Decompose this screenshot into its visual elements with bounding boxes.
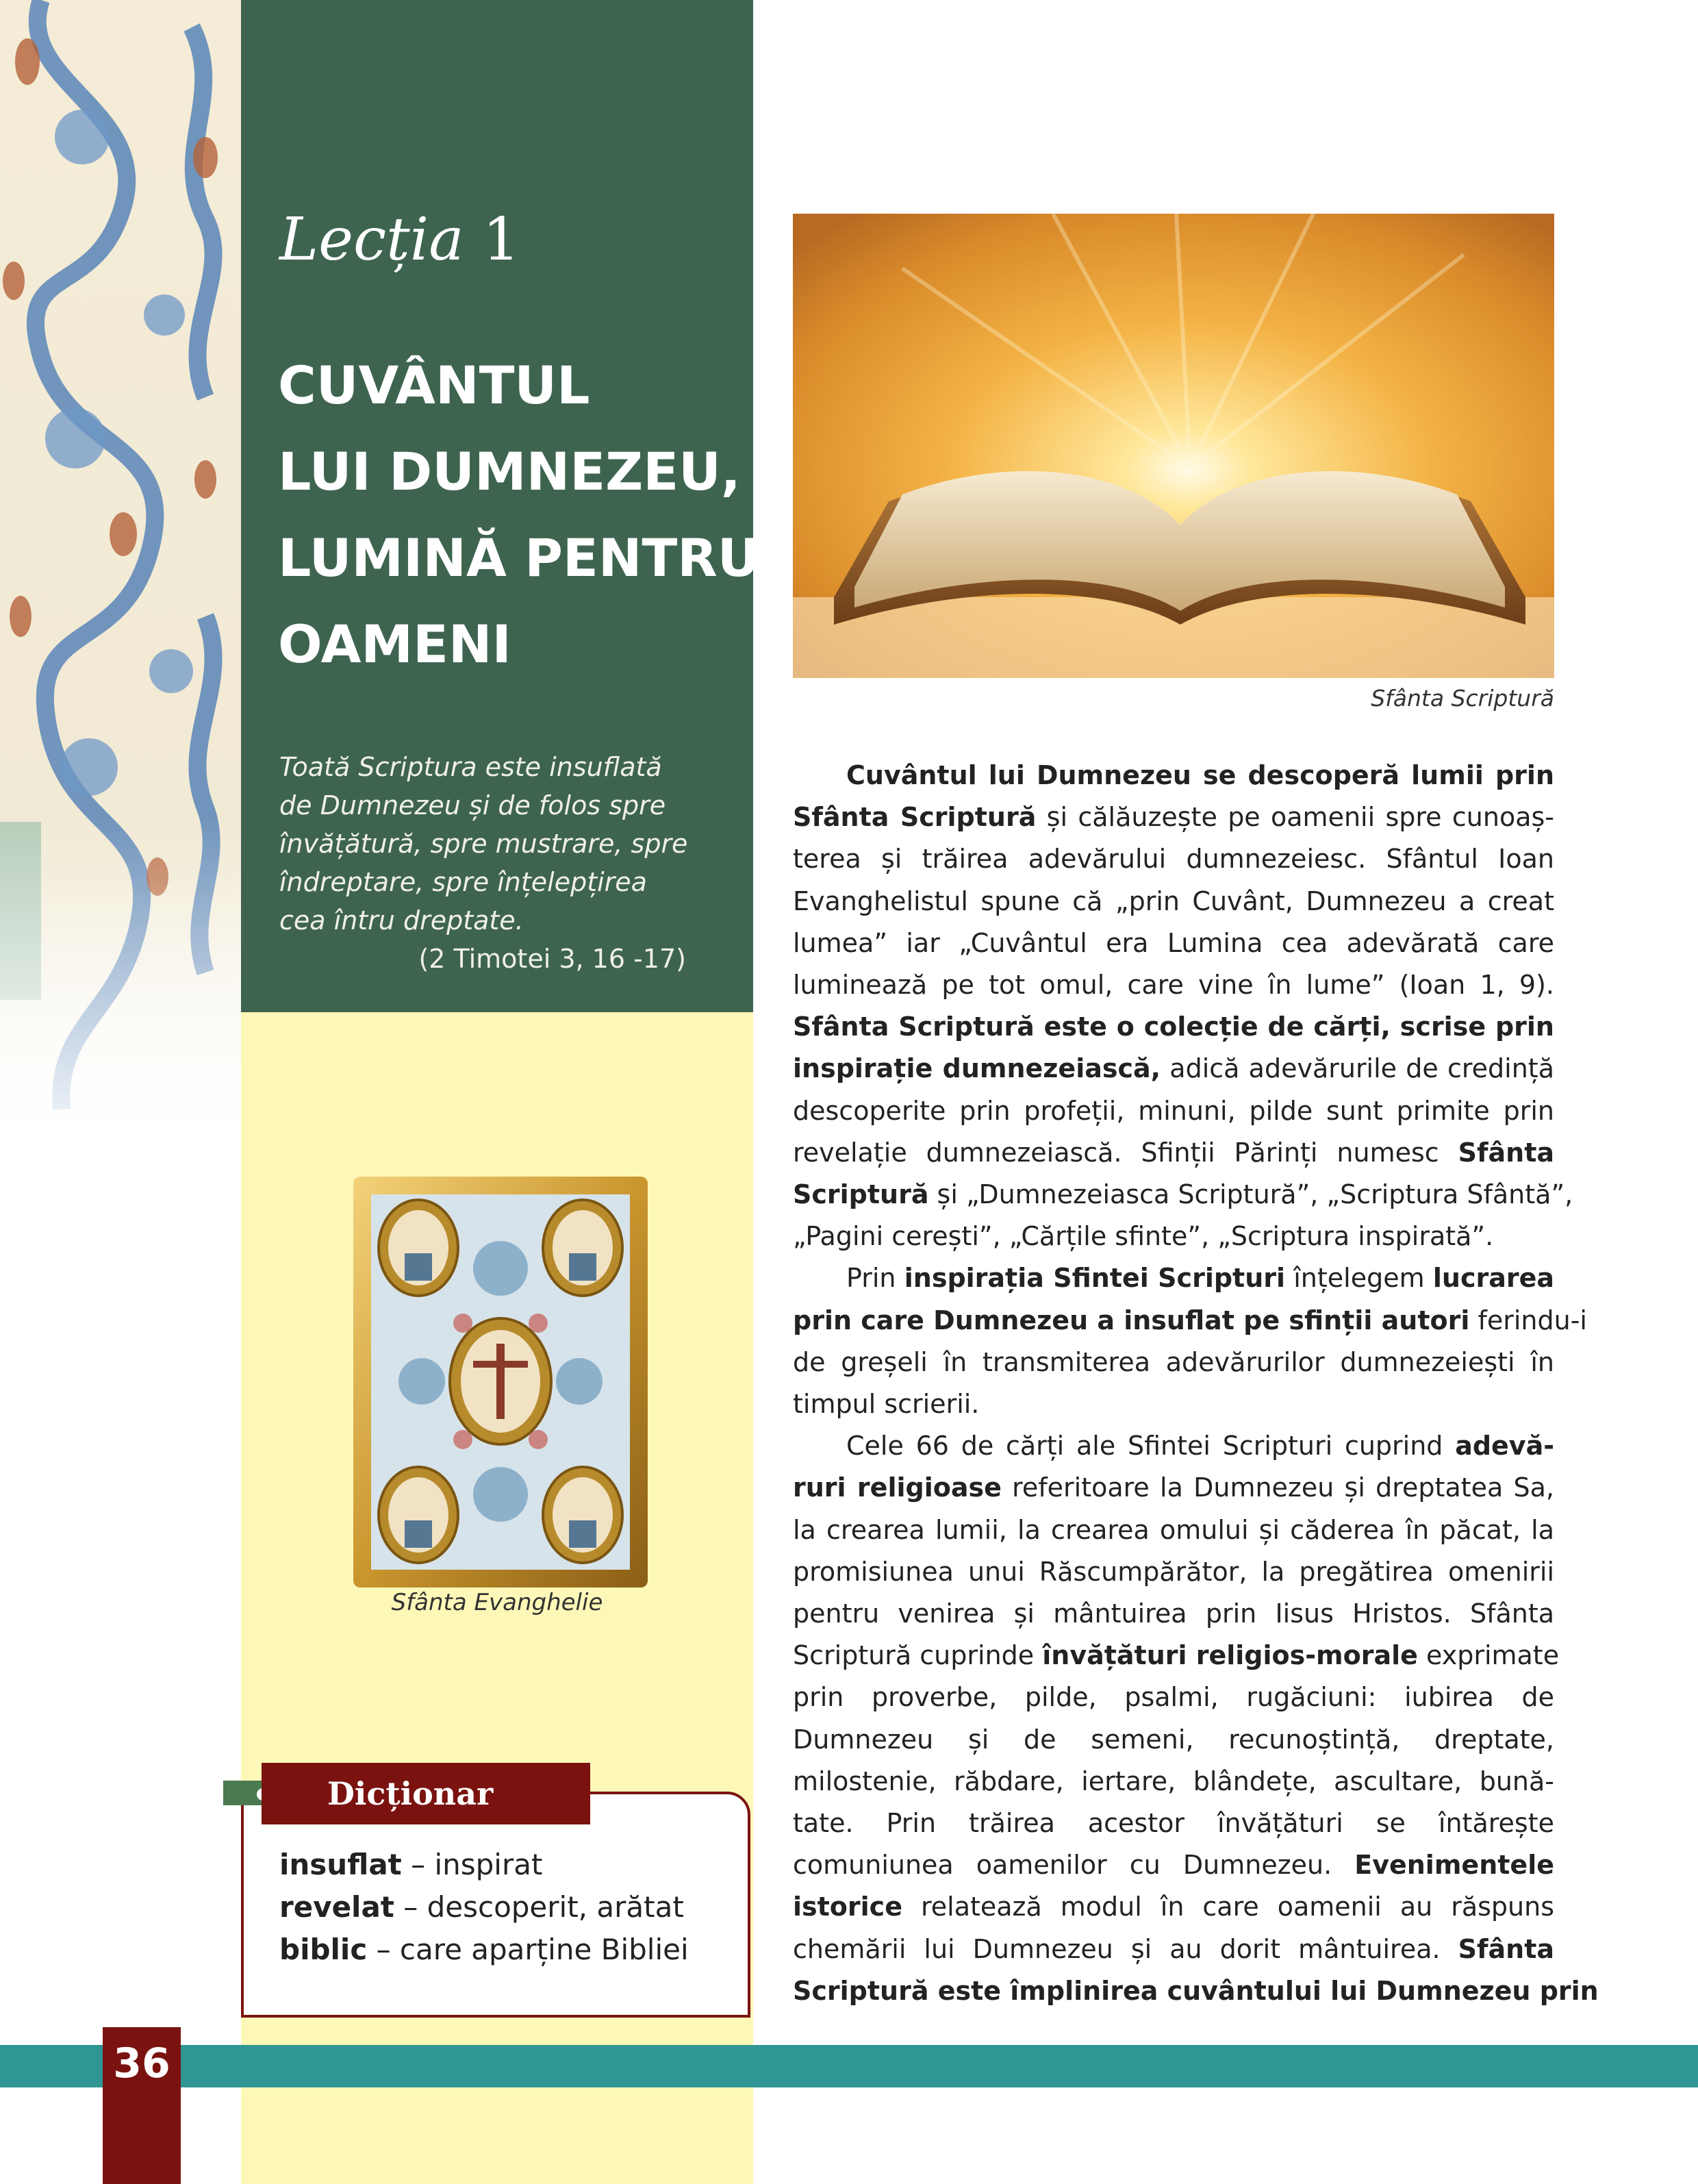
dictionary-definition: – care aparține Bibliei [367,1933,689,1966]
body-line: inspirație dumnezeiască, adică adevărurile de credință [793,1053,1554,1084]
gospel-book-photo [346,1172,655,1594]
motto-line: învățătură, spre mustrare, spre [279,829,688,859]
motto-line: cea întru dreptate. [279,905,524,936]
body-line: „Pagini cerești”, „Cărțile sfinte”, „Scriptura inspirată”. [793,1221,1494,1252]
dictionary-entry [279,1844,689,1886]
body-line: Scriptură este împlinirea cuvântului lui Dumnezeu prin [793,1975,1599,2006]
body-line: Scriptură cuprinde învățături religios-morale exprimate [793,1640,1560,1671]
body-line: lumea” iar „Cuvântul era Lumina cea adevărată care [793,927,1554,958]
bible-photo-caption: Sfânta Scriptură [1371,685,1554,712]
body-line: Evanghelistul spune că „prin Cuvânt, Dumnezeu a creat [793,886,1554,916]
body-line: Cele 66 de cărți ale Sfintei Scripturi cuprind adevă- [846,1431,1554,1461]
lesson-label [279,205,520,274]
body-line: tate. Prin trăirea acestor învățături se întărește [793,1808,1554,1839]
body-line: promisiunea unui Răscumpărător, la pregătirea omenirii [793,1556,1554,1587]
dictionary-definition: – descoperit, arătat [394,1890,684,1924]
dictionary-title: Dicționar [262,1763,590,1824]
motto-reference: (2 Timotei 3, 16 -17) [418,944,686,974]
lesson-motto [279,748,718,978]
body-line: Sfânta Scriptură este o colecție de cărți, scrise prin [793,1012,1554,1042]
body-line: descoperite prin profeții, minuni, pilde sunt primite prin [793,1095,1554,1126]
body-line: comuniunea oamenilor cu Dumnezeu. Evenimentele [793,1850,1554,1881]
dictionary-definition: – inspirat [401,1848,543,1881]
body-line: revelație dumnezeiască. Sfinții Părinți numesc Sfânta [793,1137,1554,1168]
body-line: Scriptură și „Dumnezeiasca Scriptură”, „Scriptura Sfântă”, [793,1179,1573,1210]
lesson-body-text [793,755,1599,2012]
footer-yellow-strip [241,2087,753,2184]
body-line: istorice relatează modul în care oamenii au răspuns [793,1892,1554,1922]
gospel-photo-caption: Sfânta Evanghelie [391,1589,603,1616]
body-line: pentru venirea și mântuirea prin Iisus Hristos. Sfânta [793,1598,1554,1629]
lesson-label-word: Lecția [279,205,464,274]
body-line: prin proverbe, pilde, psalmi, rugăciuni: iubirea de [793,1682,1554,1713]
open-bible-photo [793,214,1554,678]
body-line: ruri religioase referitoare la Dumnezeu și dreptatea Sa, [793,1472,1555,1503]
dictionary-term: insuflat [279,1848,402,1881]
motto-line: Toată Scriptura este insuflată [279,752,662,782]
motto-line: îndreptare, spre înțelepțirea [279,867,647,897]
lesson-title-line: OAMENI [278,614,511,675]
motto-line: de Dumnezeu și de folos spre [279,790,666,820]
lesson-title [278,342,760,688]
dictionary-entry [279,1886,689,1929]
body-line: milostenie, răbdare, iertare, blândețe, ascultare, bună- [793,1766,1554,1796]
body-line: Sfânta Scriptură și călăuzește pe oamenii spre cunoaș- [793,802,1554,833]
body-line: la crearea lumii, la crearea omului și căderea în păcat, la [793,1514,1554,1545]
body-line: Cuvântul lui Dumnezeu se descoperă lumii prin [846,760,1554,790]
body-line: prin care Dumnezeu a insuflat pe sfinții autori ferindu-i [793,1305,1587,1335]
body-line: Dumnezeu și de semeni, recunoștință, dreptate, [793,1724,1554,1755]
body-line: terea și trăirea adevărului dumnezeiesc. Sfântul Ioan [793,844,1554,875]
dictionary-term: biblic [279,1933,368,1966]
body-line: chemării lui Dumnezeu și au dorit mântuirea. Sfânta [793,1933,1554,1964]
footer-band [0,2045,1698,2087]
body-line: luminează pe tot omul, care vine în lume” (Ioan 1, 9). [793,970,1554,1001]
body-line: de greșeli în transmiterea adevărurilor dumnezeiești în [793,1346,1554,1377]
body-line: Prin inspirația Sfintei Scripturi înțelegem lucrarea [846,1263,1555,1294]
dictionary-entry [279,1929,689,1971]
lesson-number: 1 [482,205,520,274]
lesson-title-line: LUI DUMNEZEU, [278,441,741,502]
lesson-title-line: CUVÂNTUL [278,355,590,416]
floral-ornament-border [0,0,241,1164]
page-number: 36 [113,2039,170,2087]
dictionary-list [279,1844,689,1971]
lesson-title-line: LUMINĂ PENTRU [278,527,760,588]
body-line: timpul scrierii. [793,1389,980,1420]
dictionary-term: revelat [279,1890,394,1924]
